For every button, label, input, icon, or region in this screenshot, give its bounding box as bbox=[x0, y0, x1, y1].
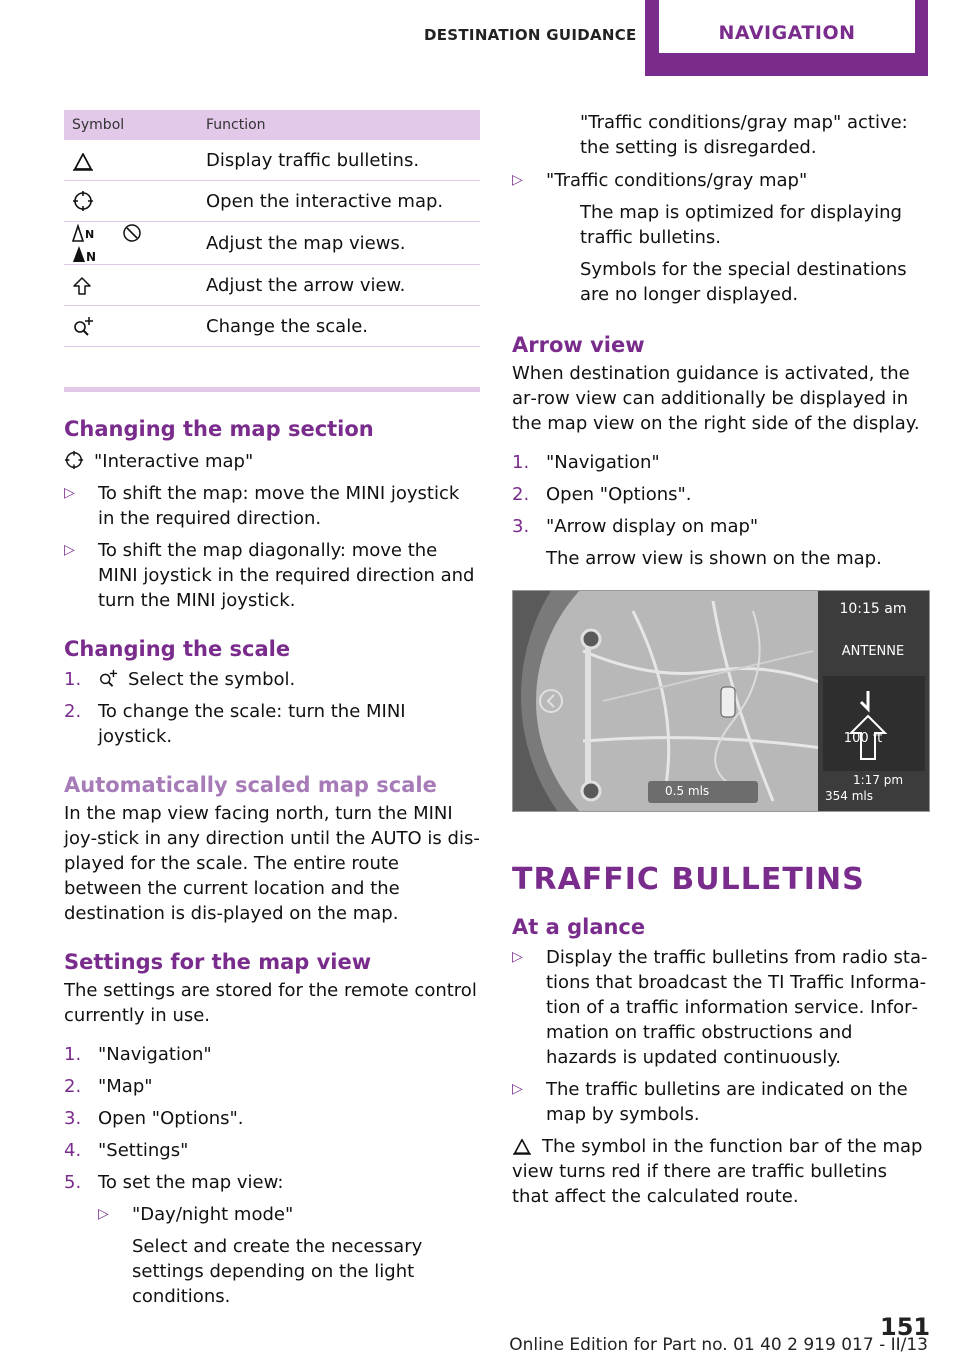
traffic-warning-icon bbox=[72, 151, 94, 171]
table-row bbox=[64, 140, 480, 181]
left-column bbox=[64, 110, 480, 1309]
turn-distance: 100 ft bbox=[843, 731, 883, 746]
section-header: DESTINATION GUIDANCE bbox=[424, 26, 637, 44]
table-bottom-rule bbox=[64, 387, 480, 392]
heading-settings: Settings for the map view bbox=[64, 950, 372, 974]
settings-text: The settings are stored for the remote control currently in use. bbox=[64, 980, 477, 1026]
table-header-function: Function bbox=[198, 110, 480, 140]
table-cell-function: Adjust the arrow view. bbox=[198, 265, 480, 306]
chapter-tab bbox=[645, 0, 928, 76]
list-item: ▷ Display the traffic bulletins from radio sta‐tions that broadcast the TI Traffic Informa‐tion of a traffic information service. Infor‐mation on traffic obstructions and hazards is updated continuously. bbox=[512, 947, 928, 1068]
list-item: 1. Select the symbol. bbox=[64, 669, 296, 690]
heading-changing-scale: Changing the scale bbox=[64, 637, 291, 661]
list-item: 5. To set the map view: bbox=[64, 1172, 284, 1193]
map-north-icon bbox=[72, 223, 98, 243]
table-row bbox=[64, 265, 480, 306]
list-item: 3. Open "Options". bbox=[64, 1108, 244, 1129]
bullet-text: Symbols for the special destinations are no longer displayed. bbox=[580, 259, 907, 305]
interactive-map-icon bbox=[64, 450, 84, 470]
table-row bbox=[64, 306, 480, 347]
navigation-screen-image bbox=[512, 590, 930, 812]
heading-auto-scale: Automatically scaled map scale bbox=[64, 773, 437, 797]
station-name: ANTENNE bbox=[841, 644, 905, 659]
interactive-map-icon bbox=[72, 190, 94, 212]
remaining-distance: 354 mls bbox=[825, 789, 873, 803]
table-cell-function: Open the interactive map. bbox=[198, 181, 480, 222]
list-item: ▷ To shift the map: move the MINI joystick in the required direction. bbox=[64, 483, 460, 529]
table-cell-function: Adjust the map views. bbox=[198, 222, 480, 265]
list-item: 2. Open "Options". bbox=[512, 484, 692, 505]
scale-icon bbox=[72, 315, 94, 337]
list-item: ▷ To shift the map diagonally: move the MINI joystick in the required direction and turn the MINI joystick. bbox=[64, 540, 475, 611]
symbol-table bbox=[64, 110, 480, 347]
table-row bbox=[64, 181, 480, 222]
list-item: 1. "Navigation" bbox=[512, 452, 660, 473]
footer-edition: Online Edition for Part no. 01 40 2 919 017 - II/13 bbox=[509, 1335, 928, 1355]
map-perspective-icon bbox=[72, 244, 100, 264]
list-item: ▷ The traffic bulletins are indicated on the map by symbols. bbox=[512, 1079, 908, 1125]
interactive-map-label: "Interactive map" bbox=[94, 451, 254, 472]
list-item: ▷ "Day/night mode" bbox=[98, 1204, 294, 1225]
clock: 10:15 am bbox=[839, 601, 907, 617]
table-row bbox=[64, 222, 480, 265]
auto-scale-text: In the map view facing north, turn the MINI joy‐stick in any direction until the AUTO is dis‐played for the scale. The entire route between the current location and the destination is dis‐played on the map. bbox=[64, 803, 480, 924]
bullet-text: The map is optimized for displaying traffic bulletins. bbox=[580, 202, 902, 248]
map-scale: 0.5 mls bbox=[665, 784, 710, 798]
arrow-up-icon bbox=[72, 276, 92, 296]
table-cell-function: Change the scale. bbox=[198, 306, 480, 347]
list-item: 3. "Arrow display on map" bbox=[512, 516, 759, 537]
map-compass-icon bbox=[122, 223, 142, 243]
list-item: 4. "Settings" bbox=[64, 1140, 189, 1161]
traffic-warning-icon bbox=[512, 1137, 532, 1155]
heading-arrow-view: Arrow view bbox=[512, 333, 645, 357]
table-cell-function: Display traffic bulletins. bbox=[198, 140, 480, 181]
page-number: 151 bbox=[880, 1313, 931, 1341]
svg-text:N: N bbox=[85, 228, 95, 241]
step-note: The arrow view is shown on the map. bbox=[546, 548, 882, 569]
chapter-tab-label: NAVIGATION bbox=[718, 22, 856, 44]
heading-at-a-glance: At a glance bbox=[512, 915, 646, 939]
list-item: 2. To change the scale: turn the MINI joystick. bbox=[64, 701, 406, 747]
table-header-symbol: Symbol bbox=[64, 110, 198, 140]
svg-text:N: N bbox=[86, 250, 97, 264]
arrival-time: 1:17 pm bbox=[853, 773, 904, 787]
list-item: ▷ "Traffic conditions/gray map" bbox=[512, 170, 808, 191]
list-item: 2. "Map" bbox=[64, 1076, 153, 1097]
list-item: 1. "Navigation" bbox=[64, 1044, 212, 1065]
scale-icon bbox=[98, 668, 118, 688]
sub-bullet-text: Select and create the necessary settings depending on the light conditions. bbox=[132, 1236, 423, 1307]
heading-changing-map-section: Changing the map section bbox=[64, 417, 374, 441]
traffic-note: The symbol in the function bar of the map view turns red if there are traffic bulletins that affect the calculated route. bbox=[512, 1136, 923, 1207]
continued-text: "Traffic conditions/gray map" active: the setting is disregarded. bbox=[580, 112, 908, 158]
heading-traffic-bulletins: TRAFFIC BULLETINS bbox=[512, 862, 865, 897]
arrow-view-text: When destination guidance is activated, the ar‐row view can additionally be displayed in the map view on the right side of the display. bbox=[512, 363, 920, 434]
